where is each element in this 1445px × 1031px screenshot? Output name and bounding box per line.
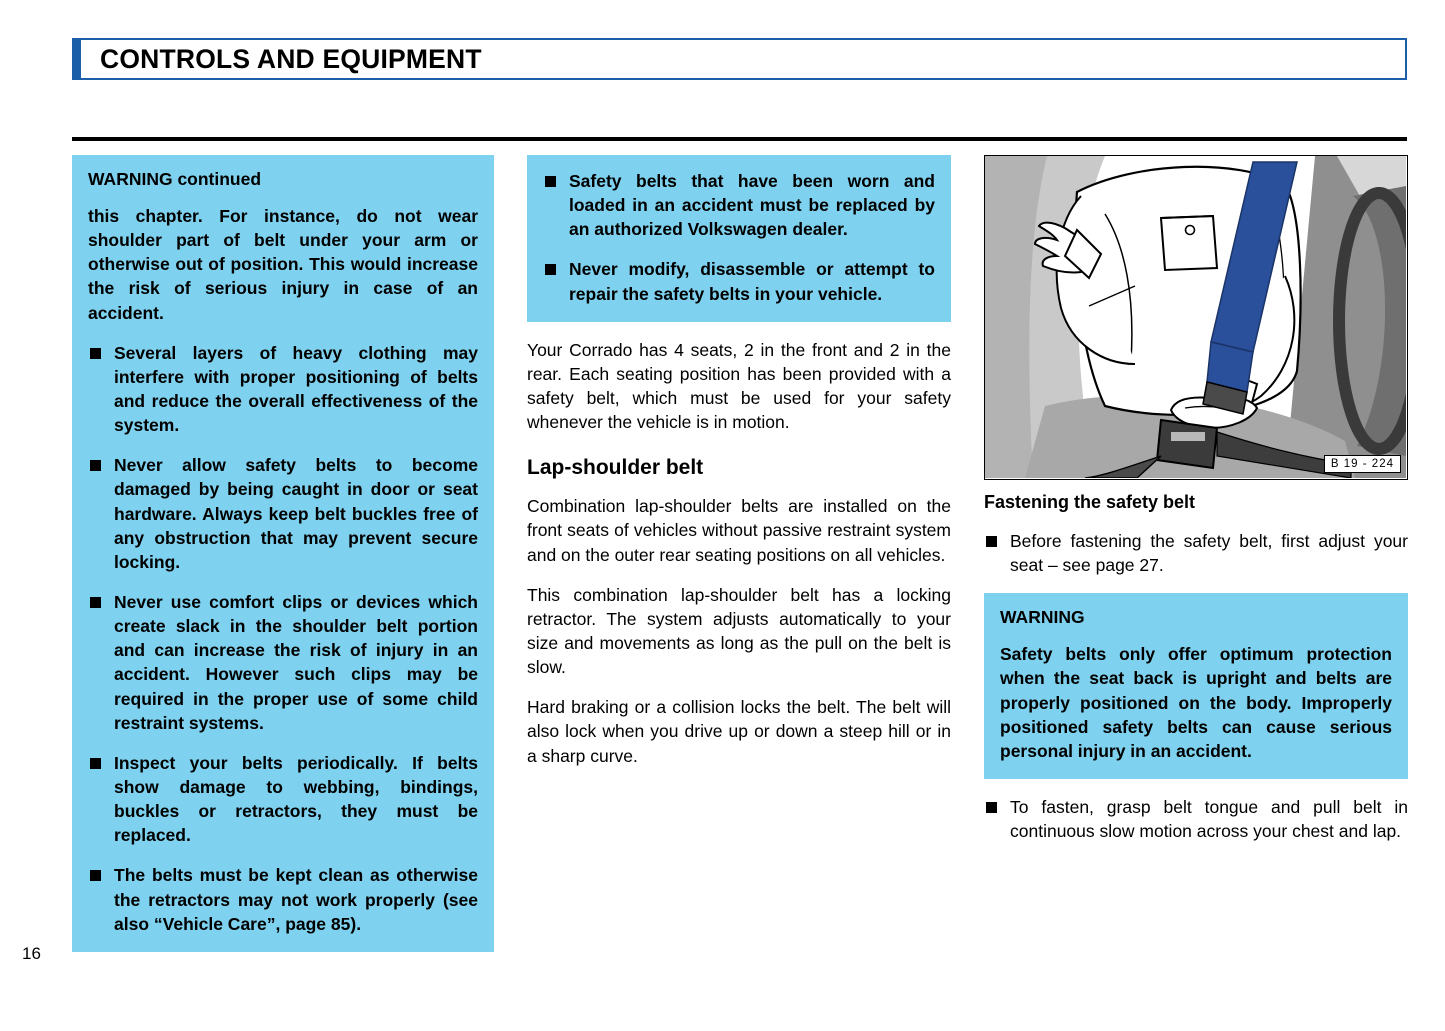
warning-bullet: Several layers of heavy clothing may interfere with proper positioning of belts and reduce the overall effectiveness of the system. [88, 341, 478, 438]
column-left [72, 155, 494, 952]
header-divider [72, 137, 1407, 141]
safety-belt-illustration [985, 156, 1406, 478]
warning-box-seat-back [984, 593, 1408, 779]
warning-box-belts [527, 155, 951, 322]
figure-code: B 19 - 224 [1324, 455, 1401, 473]
body-bullet: Before fastening the safety belt, first adjust your seat – see page 27. [984, 529, 1408, 577]
warning-title: WARNING continued [88, 169, 262, 189]
warning-paragraph: Safety belts only offer optimum protection when the seat back is upright and belts are properly positioned on the body. Improperly positioned safety belts can cause serious personal injury in an accident. [1000, 644, 1392, 761]
warning-title: WARNING [1000, 607, 1085, 628]
body-paragraph: Combination lap-shoulder belts are installed on the front seats of vehicles without passive restraint system and on the outer rear seating positions on all vehicles. [527, 496, 951, 565]
column-right [984, 155, 1408, 843]
body-paragraph: Hard braking or a collision locks the belt. The belt will also lock when you drive up or down a steep hill or in a sharp curve. [527, 697, 951, 766]
section-heading-lap-shoulder-belt: Lap-shoulder belt [527, 456, 704, 480]
warning-bullet: Safety belts that have been worn and loaded in an accident must be replaced by an authorized Volkswagen dealer. [543, 169, 935, 241]
page-title: CONTROLS AND EQUIPMENT [100, 44, 482, 74]
header-accent-bar [72, 38, 81, 80]
body-paragraph: This combination lap-shoulder belt has a locking retractor. The system adjusts automatically to your size and movements as long as the pull on the belt is slow. [527, 584, 951, 678]
body-bullet: To fasten, grasp belt tongue and pull belt in continuous slow motion across your chest and lap. [984, 795, 1408, 843]
body-paragraph: Your Corrado has 4 seats, 2 in the front and 2 in the rear. Each seating position has been provided with a safety belt, which must be used for your safety whenever the vehicle is in motion. [527, 339, 951, 433]
column-middle [527, 155, 951, 768]
figure-fastening-safety-belt [984, 155, 1408, 480]
warning-box-continued [72, 155, 494, 952]
warning-paragraph: this chapter. For instance, do not wear shoulder part of belt under your arm or otherwise out of position. This would increase the risk of serious injury in case of an accident. [88, 206, 478, 323]
warning-bullet: Never allow safety belts to become damaged by being caught in door or seat hardware. Always keep belt buckles free of any obstruction that may prevent secure locking. [88, 453, 478, 574]
warning-bullet: Inspect your belts periodically. If belts show damage to webbing, bindings, buckles or retractors, they must be replaced. [88, 751, 478, 848]
warning-bullet: The belts must be kept clean as otherwise the retractors may not work properly (see also “Vehicle Care”, page 85). [88, 863, 478, 935]
warning-bullet: Never use comfort clips or devices which create slack in the shoulder belt portion and can increase the risk of injury in an accident. However such clips may be required in the proper use of some child restraint systems. [88, 590, 478, 735]
figure-caption: Fastening the safety belt [984, 492, 1196, 512]
page-number: 16 [22, 944, 41, 963]
warning-bullet: Never modify, disassemble or attempt to repair the safety belts in your vehicle. [543, 257, 935, 305]
